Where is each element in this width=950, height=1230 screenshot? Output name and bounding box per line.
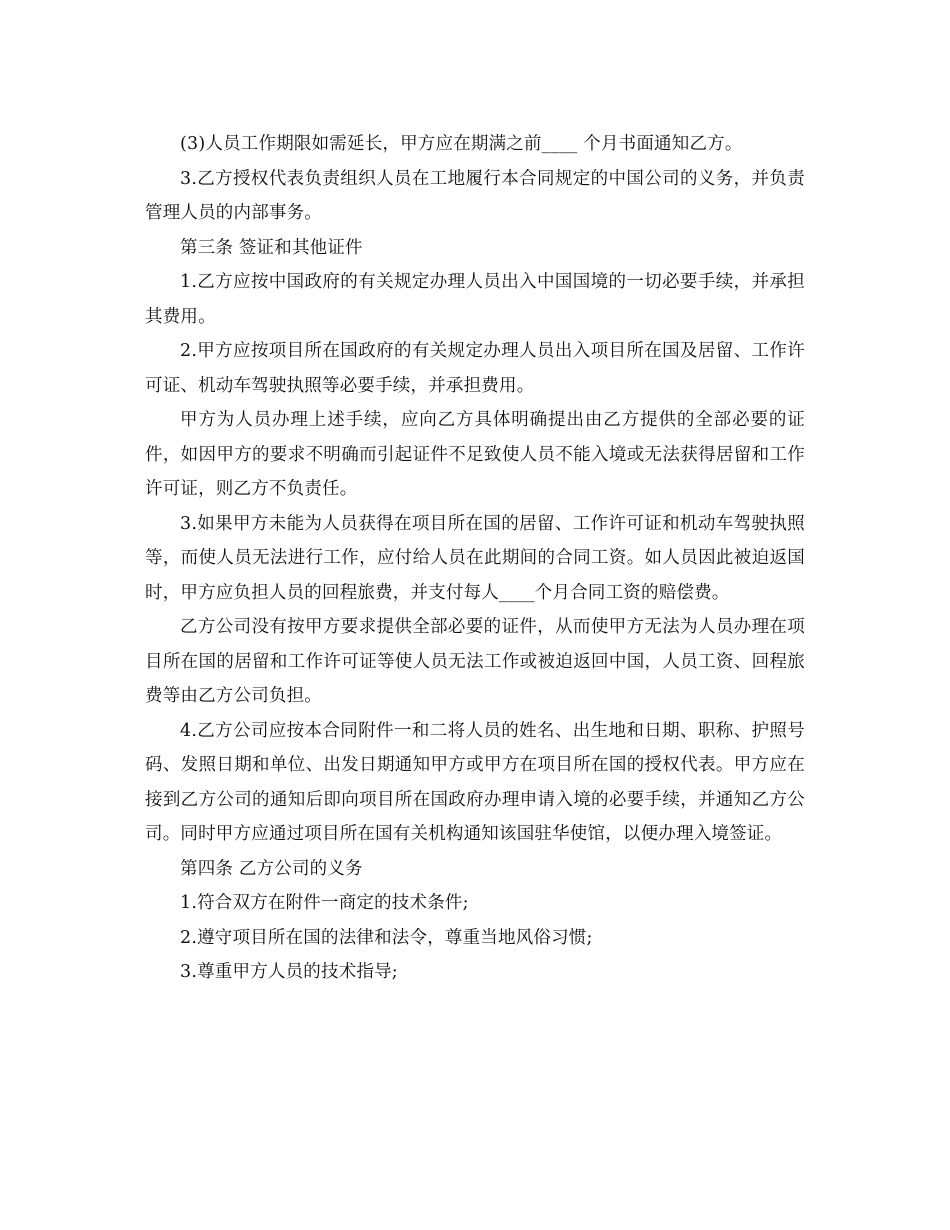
section-heading-article-4: 第四条 乙方公司的义务 xyxy=(180,858,363,879)
paragraph-party-b-liability: 乙方公司没有按甲方要求提供全部必要的证件，从而使甲方无法为人员办理在项目所在国的居留和工作许可证等使人员无法工作或被迫返回中国，人员工资、回程旅费等由乙方公司负担。 xyxy=(145,617,805,706)
document-body xyxy=(145,127,805,990)
obligation-item-1: 1.符合双方在附件一商定的技术条件; xyxy=(180,893,469,913)
paragraph-document-requirements: 甲方为人员办理上述手续，应向乙方具体明确提出由乙方提供的全部必要的证件，如因甲方的要求不明确而引起证件不足致使人员不能入境或无法获得居留和工作许可证，则乙方不负责任。 xyxy=(145,410,805,499)
paragraph-extension-notice: (3)人员工作期限如需延长，甲方应在期满之前____ 个月书面通知乙方。 xyxy=(180,134,743,154)
paragraph-host-country-procedures: 2.甲方应按项目所在国政府的有关规定办理人员出入项目所在国及居留、工作许可证、机动车驾驶执照等必要手续，并承担费用。 xyxy=(145,341,805,396)
paragraph-china-exit-procedures: 1.乙方应按中国政府的有关规定办理人员出入中国国境的一切必要手续，并承担其费用。 xyxy=(145,272,805,327)
obligation-item-2: 2.遵守项目所在国的法律和法令，尊重当地风俗习惯; xyxy=(180,927,593,948)
paragraph-personnel-notification: 4.乙方公司应按本合同附件一和二将人员的姓名、出生地和日期、职称、护照号码、发照日期和单位、出发日期通知甲方或甲方在项目所在国的授权代表。甲方应在接到乙方公司的通知后即向项目所在国政府办理申请入境的必要手续，并通知乙方公司。同时甲方应通过项目所在国有关机构通知该国驻华使馆，以便办理入境签证。 xyxy=(145,720,805,844)
section-heading-article-3: 第三条 签证和其他证件 xyxy=(180,237,363,258)
paragraph-authorized-representative: 3.乙方授权代表负责组织人员在工地履行本合同规定的中国公司的义务，并负责管理人员的内部事务。 xyxy=(145,168,805,223)
obligation-item-3: 3.尊重甲方人员的技术指导; xyxy=(180,962,398,982)
paragraph-permit-failure: 3.如果甲方未能为人员获得在项目所在国的居留、工作许可证和机动车驾驶执照等，而使人员无法进行工作，应付给人员在此期间的合同工资。如人员因此被迫返国时，甲方应负担人员的回程旅费，并支付每人____个月合同工资的赔偿费。 xyxy=(145,513,805,603)
